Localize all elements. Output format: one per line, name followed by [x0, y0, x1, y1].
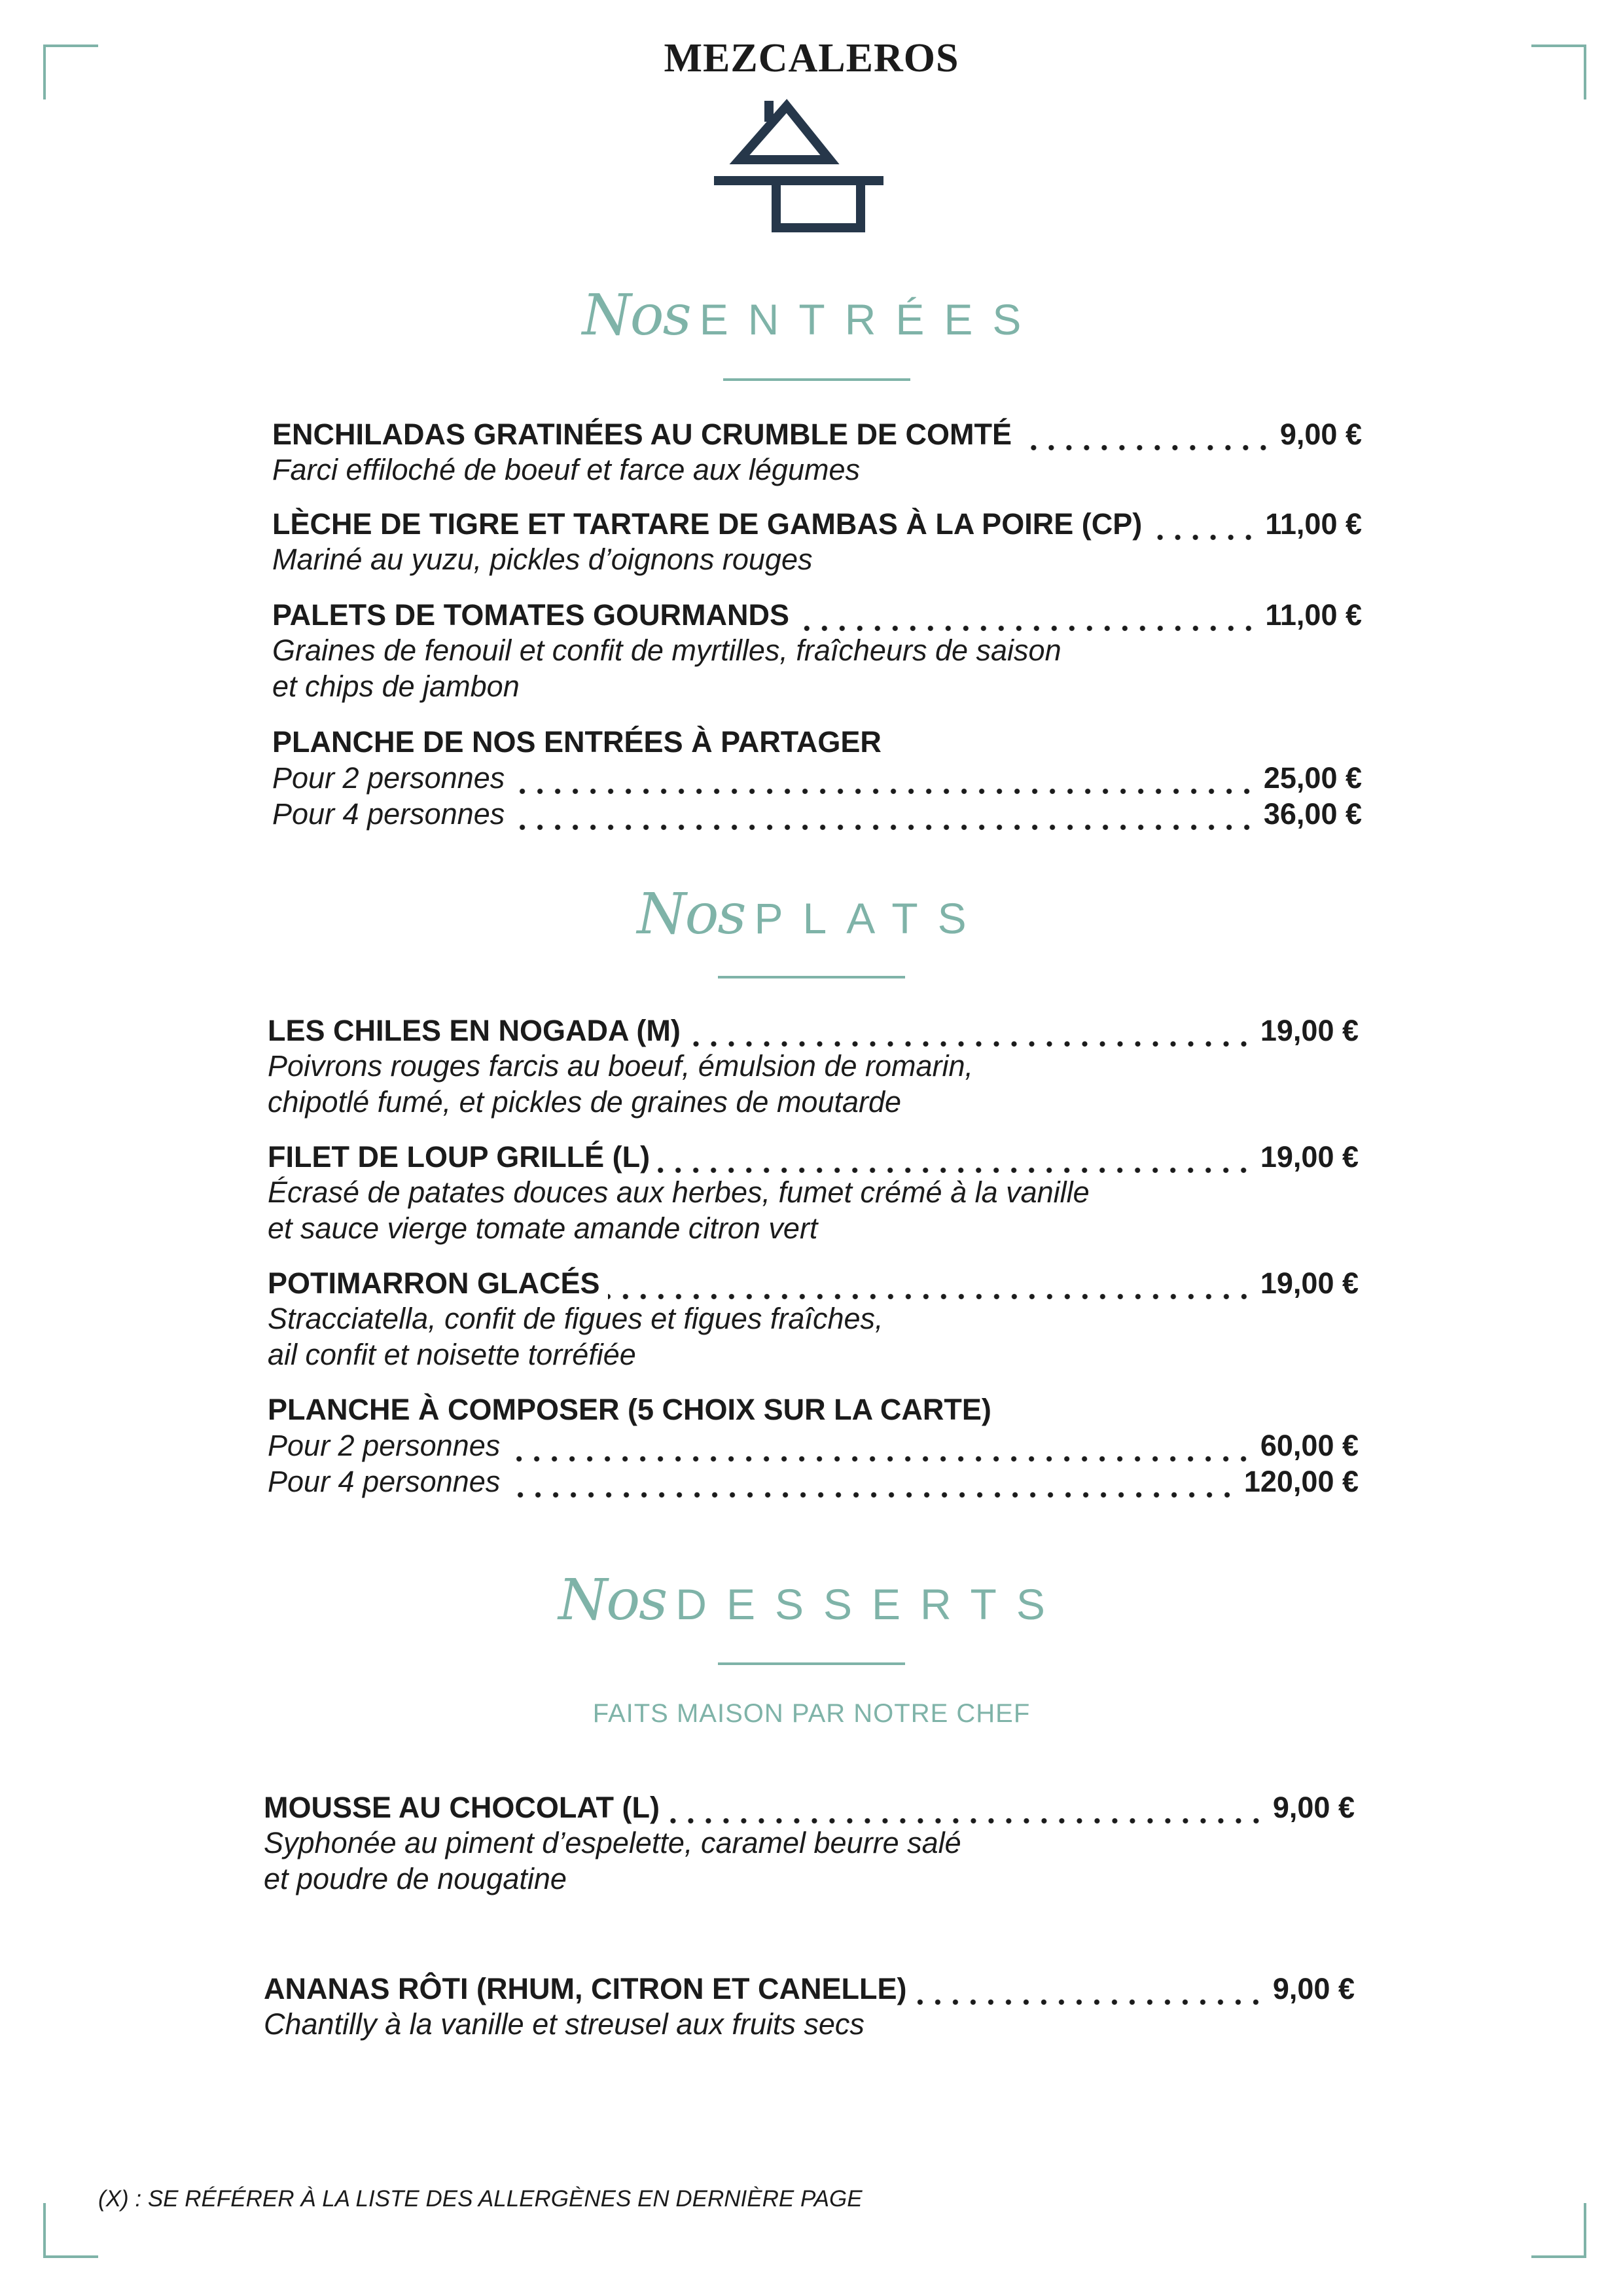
- dot-leader: [914, 1980, 1264, 2006]
- item-name: FILET DE LOUP GRILLÉ (L): [268, 1140, 651, 1174]
- platter-item: [268, 1391, 1359, 1499]
- item-description: et poudre de nougatine: [264, 1862, 567, 1895]
- dot-leader: [668, 1799, 1265, 1825]
- item-name: LES CHILES EN NOGADA (M): [268, 1014, 681, 1047]
- section-title-word: ENTRÉES: [699, 295, 1041, 344]
- item-description: Mariné au yuzu, pickles d’oignons rouges: [272, 543, 813, 576]
- section-title-word: PLATS: [754, 894, 986, 942]
- item-price: 11,00 €: [1265, 507, 1362, 541]
- item-name: PALETS DE TOMATES GOURMANDS: [272, 598, 790, 632]
- item-price: 11,00 €: [1265, 598, 1362, 632]
- section-divider: [723, 378, 910, 381]
- section-title-script: Nos: [582, 283, 690, 348]
- desserts-subtitle: FAITS MAISON PAR NOTRE CHEF: [592, 1699, 1031, 1728]
- item-price: 9,00 €: [1279, 418, 1362, 451]
- item-description: Graines de fenouil et confit de myrtilles, fraîcheurs de saison: [272, 634, 1061, 667]
- item-name: POTIMARRON GLACÉS: [268, 1266, 600, 1300]
- item-description: chipotlé fumé, et pickles de graines de moutarde: [268, 1085, 902, 1119]
- dot-leader: [688, 1022, 1253, 1048]
- dot-leader: [1020, 425, 1272, 452]
- item-price: 36,00 €: [1263, 797, 1362, 831]
- menu-item: [268, 1265, 1359, 1372]
- option-label: Pour 4 personnes: [268, 1465, 501, 1498]
- dot-leader: [1150, 515, 1257, 541]
- menu-item: [272, 505, 1362, 577]
- house-logo-icon: [713, 98, 883, 236]
- dot-leader: [512, 769, 1256, 795]
- menu-item: [264, 1970, 1355, 2042]
- item-name: LÈCHE DE TIGRE ET TARTARE DE GAMBAS À LA POIRE (CP): [272, 507, 1143, 541]
- section-title-word: DESSERTS: [675, 1580, 1065, 1628]
- item-description: Stracciatella, confit de figues et figues fraîches,: [268, 1302, 883, 1335]
- item-price: 25,00 €: [1263, 761, 1362, 795]
- section-title-script: Nos: [558, 1568, 667, 1633]
- item-description: Écrasé de patates douces aux herbes, fumet crémé à la vanille: [268, 1175, 1090, 1209]
- section-title-script: Nos: [637, 882, 745, 947]
- item-price: 9,00 €: [1272, 1791, 1355, 1824]
- section-title-plats: [0, 882, 1623, 947]
- item-name: ANANAS RÔTI (RHUM, CITRON ET CANELLE): [264, 1972, 907, 2005]
- option-label: Pour 2 personnes: [268, 1429, 501, 1462]
- item-price: 9,00 €: [1272, 1972, 1355, 2005]
- dot-leader: [508, 1437, 1253, 1463]
- brand-name: MEZCALEROS: [664, 36, 959, 81]
- item-description: Chantilly à la vanille et streusel aux fruits secs: [264, 2007, 865, 2041]
- item-price: 120,00 €: [1243, 1465, 1359, 1498]
- item-price: 60,00 €: [1260, 1429, 1359, 1462]
- item-description: Farci effiloché de boeuf et farce aux légumes: [272, 453, 861, 486]
- item-description: Syphonée au piment d’espelette, caramel beurre salé: [264, 1826, 961, 1859]
- item-name: PLANCHE À COMPOSER (5 CHOIX SUR LA CARTE): [268, 1393, 991, 1426]
- section-divider: [718, 1662, 905, 1665]
- dot-leader: [508, 1473, 1236, 1499]
- item-description: Poivrons rouges farcis au boeuf, émulsion de romarin,: [268, 1049, 974, 1083]
- option-label: Pour 4 personnes: [272, 797, 505, 831]
- dot-leader: [512, 805, 1256, 831]
- section-title-entrees: [0, 283, 1623, 348]
- menu-item: [272, 596, 1362, 704]
- item-description: ail confit et noisette torréfiée: [268, 1338, 636, 1371]
- allergen-footnote: (X) : SE RÉFÉRER À LA LISTE DES ALLERGÈNES EN DERNIÈRE PAGE: [98, 2186, 863, 2212]
- item-price: 19,00 €: [1260, 1014, 1359, 1047]
- item-name: ENCHILADAS GRATINÉES AU CRUMBLE DE COMTÉ: [272, 418, 1012, 451]
- corner-mark-bottom-left: [43, 2203, 98, 2258]
- section-divider: [718, 976, 905, 978]
- menu-item: [268, 1138, 1359, 1246]
- dot-leader: [658, 1148, 1253, 1174]
- item-price: 19,00 €: [1260, 1140, 1359, 1174]
- section-title-desserts: [0, 1568, 1623, 1633]
- menu-item: [268, 1012, 1359, 1120]
- corner-mark-bottom-right: [1531, 2203, 1586, 2258]
- item-description: et sauce vierge tomate amande citron vert: [268, 1211, 818, 1245]
- platter-item: [272, 723, 1362, 831]
- dot-leader: [797, 606, 1257, 632]
- item-name: MOUSSE AU CHOCOLAT (L): [264, 1791, 660, 1824]
- item-name: PLANCHE DE NOS ENTRÉES À PARTAGER: [272, 725, 882, 759]
- item-price: 19,00 €: [1260, 1266, 1359, 1300]
- option-label: Pour 2 personnes: [272, 761, 505, 795]
- menu-item: [264, 1789, 1355, 1897]
- item-description: et chips de jambon: [272, 670, 520, 703]
- menu-item: [272, 416, 1362, 488]
- dot-leader: [608, 1274, 1253, 1300]
